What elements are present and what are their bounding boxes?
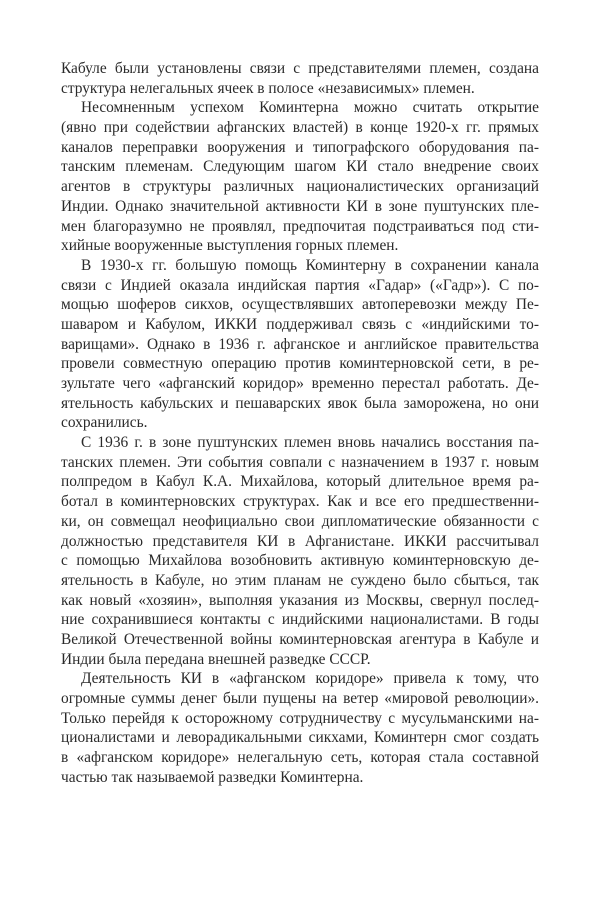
paragraph-1	[61, 59, 539, 98]
text-line: варищами». Однако в 1936 г. афганское и английское правительства	[61, 335, 539, 353]
text-line: мощью шоферов сикхов, осуществлявших автоперевозки между Пе-	[61, 296, 539, 314]
text-line: ятельность в Кабуле, но этим планам не суждено было сбыться, так	[61, 571, 539, 589]
text-line: связи с Индией оказала индийская партия «Гадар» («Гадр»). С по-	[61, 276, 539, 294]
paragraph-4	[61, 433, 539, 669]
text-line: Индии была передана внешней разведке СССР.	[61, 650, 371, 668]
text-line: Кабуле были установлены связи с представителями племен, создана	[61, 60, 539, 77]
text-line: как новый «хозяин», выполняя указания из Москвы, свернул послед-	[61, 591, 539, 609]
text-line: хийные вооруженные выступления горных племен.	[61, 237, 399, 255]
text-line: Только перейдя к осторожному сотрудничеству с мусульманскими на-	[61, 709, 539, 727]
text-line: должностью представителя КИ в Афганистане. ИККИ рассчитывал	[61, 532, 539, 550]
text-line: танским племенам. Следующим шагом КИ стало внедрение своих	[61, 158, 539, 176]
text-line: Несомненным успехом Коминтерна можно считать открытие	[81, 99, 539, 117]
text-line: ционалистами и леворадикальными сикхами, Коминтерн смог создать	[61, 729, 539, 747]
paragraph-3	[61, 256, 539, 433]
text-line: (явно при содействии афганских властей) в конце 1920-х гг. прямых	[61, 119, 539, 137]
text-line: сохранились.	[61, 414, 148, 432]
text-line: агентов в структуры различных националистических организаций	[61, 178, 539, 196]
text-line: Деятельность КИ в «афганском коридоре» привела к тому, что	[81, 670, 539, 688]
text-line: структура нелегальных ячеек в полосе «независимых» племен.	[61, 79, 475, 97]
text-line: мен благоразумно не проявлял, предпочитая подстраиваться под сти-	[61, 217, 539, 235]
text-line: Великой Отечественной войны коминтерновская агентура в Кабуле и	[61, 630, 539, 648]
paragraph-5	[61, 669, 539, 787]
text-line: зультате чего «афганский коридор» временно перестал работать. Де-	[61, 375, 539, 392]
paragraph-2	[61, 98, 539, 256]
text-line: ние сохранившиеся контакты с индийскими националистами. В годы	[61, 611, 539, 629]
text-line: В 1930-х гг. большую помощь Коминтерну в сохранении канала	[81, 256, 539, 274]
document-page	[61, 59, 539, 787]
text-line: с помощью Михайлова возобновить активную коминтерновскую де-	[61, 552, 539, 570]
text-line: каналов переправки вооружения и типографского оборудования па-	[61, 138, 539, 156]
text-line: частью так называемой разведки Коминтерна.	[61, 768, 364, 786]
text-line: ятельность кабульских и пешаварских явок была заморожена, но они	[61, 394, 539, 412]
text-line: ботал в коминтерновских структурах. Как и все его предшественни-	[61, 493, 539, 511]
text-line: Индии. Однако значительной активности КИ в зоне пуштунских пле-	[61, 197, 539, 215]
text-line: ки, он совмещал неофициально свои дипломатические обязанности с	[61, 512, 539, 530]
text-line: огромные суммы денег были пущены на ветер «мировой революции».	[61, 690, 539, 707]
text-line: шаваром и Кабулом, ИККИ поддерживал связь с «индийскими то-	[61, 315, 539, 333]
text-line: провели совместную операцию против коминтерновской сети, в ре-	[61, 355, 539, 373]
text-line: С 1936 г. в зоне пуштунских племен вновь начались восстания па-	[81, 434, 539, 452]
text-line: танских племен. Эти события совпали с назначением в 1937 г. новым	[61, 453, 539, 471]
text-line: полпредом в Кабул К.А. Михайлова, который длительное время ра-	[61, 473, 539, 491]
text-line: в «афганском коридоре» нелегальную сеть, которая стала составной	[61, 749, 539, 767]
